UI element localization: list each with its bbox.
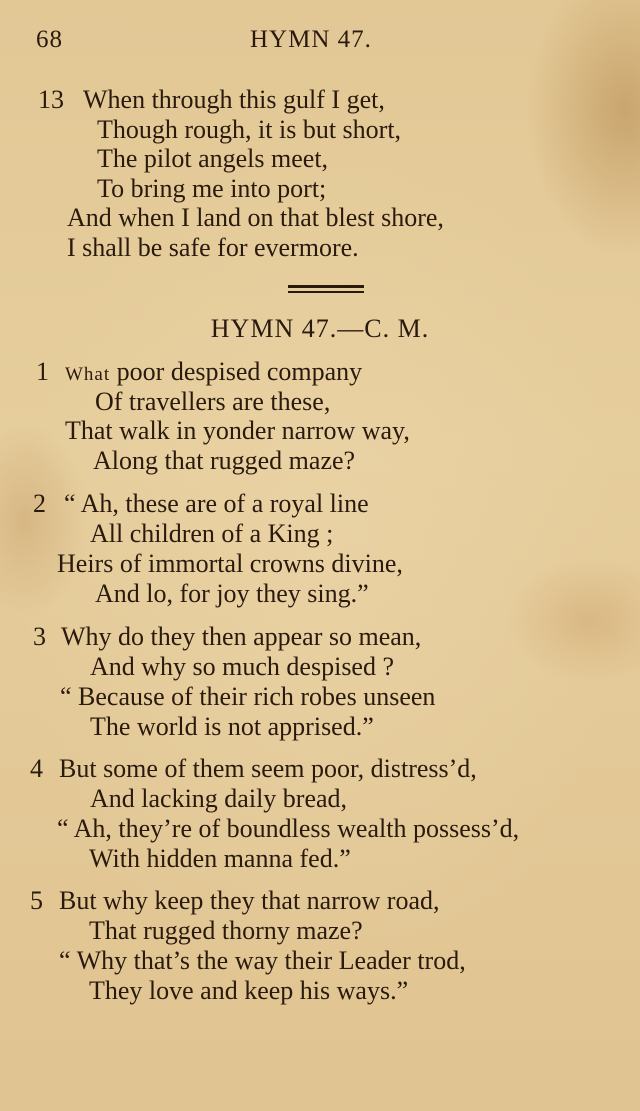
- verse-line: Though rough, it is but short,: [97, 115, 402, 144]
- stanza-number: 5: [30, 886, 43, 915]
- page-number: 68: [36, 26, 63, 53]
- verse-line: The pilot angels meet,: [97, 144, 329, 173]
- verse-line: And when I land on that blest shore,: [67, 203, 444, 232]
- stanza-number: 13: [38, 85, 64, 114]
- section-divider: [288, 285, 364, 297]
- verse-line: That rugged thorny maze?: [89, 916, 363, 945]
- verse-line: To bring me into port;: [97, 174, 327, 203]
- verse-line: “ Because of their rich robes unseen: [60, 682, 436, 711]
- verse-line: Along that rugged maze?: [93, 446, 356, 475]
- verse-line: “ Ah, these are of a royal line: [64, 489, 369, 518]
- verse-line: That walk in yonder narrow way,: [65, 416, 410, 445]
- verse-line: The world is not apprised.”: [90, 712, 374, 741]
- page-header: [0, 26, 640, 58]
- verse-line: All children of a King ;: [90, 519, 334, 548]
- verse-line: “ Why that’s the way their Leader trod,: [59, 946, 466, 975]
- verse-line: [65, 357, 362, 390]
- verse-line: Heirs of immortal crowns divine,: [57, 549, 403, 578]
- verse-line: And lacking daily bread,: [90, 784, 348, 813]
- verse-line: And why so much despised ?: [90, 652, 395, 681]
- stanza-number: 2: [33, 489, 46, 518]
- running-title: HYMN 47.: [250, 26, 372, 53]
- stanza-number: 3: [33, 622, 46, 651]
- verse-line: Of travellers are these,: [95, 387, 331, 416]
- verse-line: But why keep they that narrow road,: [59, 886, 440, 915]
- verse-line: And lo, for joy they sing.”: [95, 579, 369, 608]
- hymn-title: HYMN 47.—C. M.: [210, 314, 430, 343]
- verse-line: But some of them seem poor, distress’d,: [59, 754, 477, 783]
- verse-line: “ Ah, they’re of boundless wealth possess’d,: [57, 814, 520, 843]
- verse-line: I shall be safe for evermore.: [67, 233, 359, 262]
- stanza-number: 1: [36, 357, 49, 386]
- stanza-number: 4: [30, 754, 43, 783]
- verse-line: With hidden manna fed.”: [89, 844, 351, 873]
- verse-line: When through this gulf I get,: [83, 85, 385, 114]
- verse-line: Why do they then appear so mean,: [61, 622, 422, 651]
- verse-line: They love and keep his ways.”: [89, 976, 409, 1005]
- small-caps-word: What: [65, 364, 111, 385]
- verse-line-rest: poor despised company: [110, 357, 363, 386]
